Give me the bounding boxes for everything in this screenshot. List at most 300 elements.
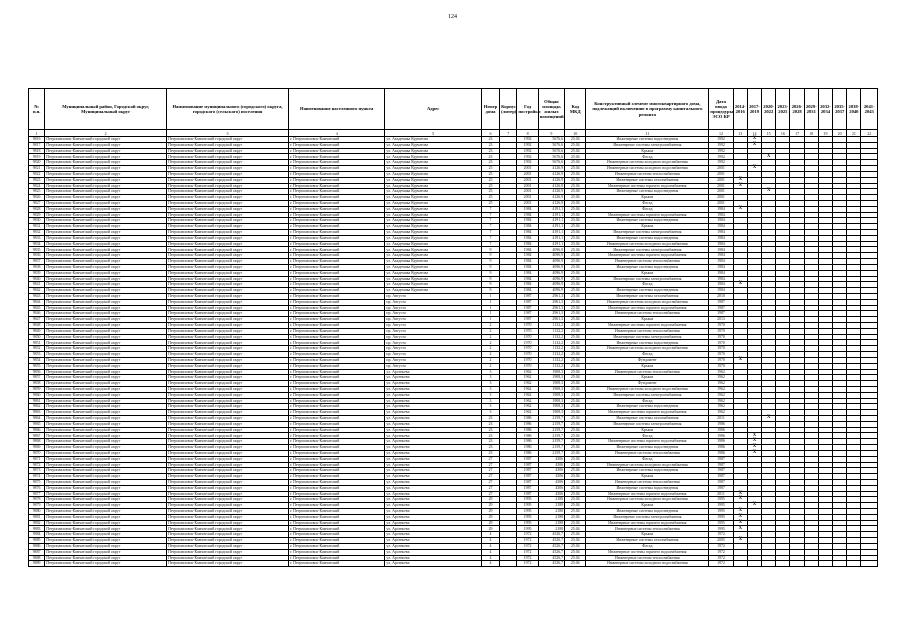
house-number-cell: 29 bbox=[481, 526, 499, 532]
element-cell: Инженерные системы электроснабжения bbox=[586, 142, 709, 148]
house-number-cell: 23 bbox=[481, 148, 499, 154]
column-number: 22 bbox=[861, 130, 878, 137]
municipality-cell: Петропавловск-Камчатский городской округ bbox=[167, 520, 289, 526]
date-cell: 2005 bbox=[709, 538, 733, 544]
element-cell: Инженерные системы теплоснабжения bbox=[586, 328, 709, 334]
column-number: 9 bbox=[538, 130, 564, 137]
municipality-cell: Петропавловск-Камчатский городской округ bbox=[167, 293, 289, 299]
build-year-cell: 2001 bbox=[517, 189, 538, 195]
date-cell: 1972 bbox=[709, 543, 733, 549]
date-cell: 2001 bbox=[709, 171, 733, 177]
build-year-cell: 1962 bbox=[517, 375, 538, 381]
address-cell: ул. Арсеньева bbox=[385, 427, 481, 433]
address-cell: пр. Августа bbox=[385, 323, 481, 329]
period-cell bbox=[762, 561, 776, 567]
address-cell: ул. Академика Курчатова bbox=[385, 200, 481, 206]
date-cell: 1987 bbox=[709, 474, 733, 480]
row-number-cell: 9860 bbox=[29, 392, 45, 398]
build-year-cell: 1986 bbox=[517, 439, 538, 445]
build-year-cell: 1984 bbox=[517, 230, 538, 236]
address-cell: ул. Академика Курчатова bbox=[385, 177, 481, 183]
house-number-cell: 3 bbox=[481, 392, 499, 398]
municipality-cell: Петропавловск-Камчатский городской округ bbox=[167, 323, 289, 329]
municipality-cell: Петропавловск-Камчатский городской округ bbox=[167, 555, 289, 561]
district-cell: Петропавловск-Камчатский городской округ bbox=[45, 224, 167, 230]
period-cell: X bbox=[733, 282, 747, 288]
element-cell: Инженерные системы электроснабжения bbox=[586, 230, 709, 236]
date-cell: 2001 bbox=[709, 200, 733, 206]
area-cell: 4306 bbox=[538, 468, 564, 474]
code-cell: 25.04 bbox=[565, 305, 586, 311]
area-cell: 1132,2 bbox=[538, 328, 564, 334]
district-cell: Петропавловск-Камчатский городской округ bbox=[45, 479, 167, 485]
locality-cell: г. Петропавловск-Камчатский bbox=[288, 247, 384, 253]
date-cell: 1970 bbox=[709, 334, 733, 340]
house-number-cell: 9 bbox=[481, 247, 499, 253]
period-cell: X bbox=[747, 450, 761, 456]
municipality-cell: Петропавловск-Камчатский городской округ bbox=[167, 183, 289, 189]
district-cell: Петропавловск-Камчатский городской округ bbox=[45, 212, 167, 218]
code-cell: 25.04 bbox=[565, 282, 586, 288]
house-number-cell: 29 bbox=[481, 520, 499, 526]
date-cell: 1962 bbox=[709, 392, 733, 398]
element-cell: Инженерные системы водоотведения bbox=[586, 189, 709, 195]
column-header: 2029-2031 bbox=[804, 89, 818, 130]
build-year-cell: 1987 bbox=[517, 317, 538, 323]
column-number: 17 bbox=[790, 130, 804, 137]
date-cell: 1987 bbox=[709, 299, 733, 305]
code-cell: 25.04 bbox=[565, 253, 586, 259]
district-cell: Петропавловск-Камчатский городской округ bbox=[45, 386, 167, 392]
date-cell: 1995 bbox=[709, 497, 733, 503]
element-cell: Инженерные системы электроснабжения bbox=[586, 514, 709, 520]
house-number-cell: 27 bbox=[481, 474, 499, 480]
house-number-cell: 2 bbox=[481, 323, 499, 329]
date-cell: 2011 bbox=[709, 491, 733, 497]
municipality-cell: Петропавловск-Камчатский городской округ bbox=[167, 253, 289, 259]
municipality-cell: Петропавловск-Камчатский городской округ bbox=[167, 543, 289, 549]
area-cell: 2159,7 bbox=[538, 427, 564, 433]
code-cell: 25.04 bbox=[565, 177, 586, 183]
code-cell: 25.04 bbox=[565, 224, 586, 230]
element-cell: Инженерные системы теплоснабжения bbox=[586, 311, 709, 317]
build-year-cell: 1972 bbox=[517, 549, 538, 555]
locality-cell: г. Петропавловск-Камчатский bbox=[288, 282, 384, 288]
locality-cell: г. Петропавловск-Камчатский bbox=[288, 142, 384, 148]
row-number-cell: 9870 bbox=[29, 450, 45, 456]
code-cell: 25.04 bbox=[565, 357, 586, 363]
capital-repair-table-sheet bbox=[28, 88, 878, 567]
address-cell: ул. Академика Курчатова bbox=[385, 206, 481, 212]
code-cell: 25.04 bbox=[565, 462, 586, 468]
element-cell: Инженерные системы горячего водоснабжения bbox=[586, 491, 709, 497]
element-cell: Инженерные системы электроснабжения bbox=[586, 247, 709, 253]
house-number-cell: 27 bbox=[481, 485, 499, 491]
date-cell: 1986 bbox=[709, 439, 733, 445]
house-number-cell: 25 bbox=[481, 183, 499, 189]
house-number-cell: 7 bbox=[481, 241, 499, 247]
address-cell: пр. Августа bbox=[385, 299, 481, 305]
locality-cell: г. Петропавловск-Камчатский bbox=[288, 479, 384, 485]
address-cell: ул. Арсеньева bbox=[385, 532, 481, 538]
date-cell: 1970 bbox=[709, 346, 733, 352]
code-cell: 25.04 bbox=[565, 142, 586, 148]
column-header: Корпус (литер) bbox=[500, 89, 517, 130]
locality-cell: г. Петропавловск-Камчатский bbox=[288, 503, 384, 509]
address-cell: ул. Арсеньева bbox=[385, 503, 481, 509]
code-cell: 25.04 bbox=[565, 386, 586, 392]
house-number-cell: 4 bbox=[481, 543, 499, 549]
house-number-cell: 23 bbox=[481, 421, 499, 427]
locality-cell: г. Петропавловск-Камчатский bbox=[288, 177, 384, 183]
row-number-cell: 9827 bbox=[29, 200, 45, 206]
address-cell: ул. Академика Курчатова bbox=[385, 195, 481, 201]
code-cell: 25.04 bbox=[565, 369, 586, 375]
column-header: 2035-2037 bbox=[833, 89, 847, 130]
area-cell: 4191,1 bbox=[538, 212, 564, 218]
house-number-cell: 4 bbox=[481, 549, 499, 555]
municipality-cell: Петропавловск-Камчатский городской округ bbox=[167, 171, 289, 177]
row-number-cell: 9861 bbox=[29, 398, 45, 404]
house-number-cell: 9 bbox=[481, 253, 499, 259]
house-number-cell: 29 bbox=[481, 503, 499, 509]
municipality-cell: Петропавловск-Камчатский городской округ bbox=[167, 357, 289, 363]
address-cell: ул. Арсеньева bbox=[385, 375, 481, 381]
address-cell: пр. Августа bbox=[385, 328, 481, 334]
municipality-cell: Петропавловск-Камчатский городской округ bbox=[167, 433, 289, 439]
district-cell: Петропавловск-Камчатский городской округ bbox=[45, 137, 167, 143]
column-number: 5 bbox=[385, 130, 481, 137]
build-year-cell: 1962 bbox=[517, 392, 538, 398]
date-cell: 2001 bbox=[709, 183, 733, 189]
date-cell: 1995 bbox=[709, 503, 733, 509]
district-cell: Петропавловск-Камчатский городской округ bbox=[45, 154, 167, 160]
district-cell: Петропавловск-Камчатский городской округ bbox=[45, 253, 167, 259]
row-number-cell: 9817 bbox=[29, 142, 45, 148]
build-year-cell: 1962 bbox=[517, 369, 538, 375]
locality-cell: г. Петропавловск-Камчатский bbox=[288, 392, 384, 398]
district-cell: Петропавловск-Камчатский городской округ bbox=[45, 503, 167, 509]
element-cell: Инженерные системы холодного водоснабжения bbox=[586, 346, 709, 352]
district-cell: Петропавловск-Камчатский городской округ bbox=[45, 259, 167, 265]
locality-cell: г. Петропавловск-Камчатский bbox=[288, 433, 384, 439]
district-cell: Петропавловск-Камчатский городской округ bbox=[45, 462, 167, 468]
locality-cell: г. Петропавловск-Камчатский bbox=[288, 398, 384, 404]
municipality-cell: Петропавловск-Камчатский городской округ bbox=[167, 288, 289, 294]
code-cell: 25.04 bbox=[565, 491, 586, 497]
build-year-cell: 1995 bbox=[517, 503, 538, 509]
element-cell: Фасад bbox=[586, 456, 709, 462]
area-cell: 4526,7 bbox=[538, 549, 564, 555]
locality-cell: г. Петропавловск-Камчатский bbox=[288, 555, 384, 561]
row-number-cell: 9837 bbox=[29, 259, 45, 265]
house-number-cell: 23 bbox=[481, 439, 499, 445]
build-year-cell: 2001 bbox=[517, 166, 538, 172]
row-number-cell: 9847 bbox=[29, 317, 45, 323]
date-cell: 1970 bbox=[709, 363, 733, 369]
area-cell: 2159,7 bbox=[538, 421, 564, 427]
address-cell: ул. Академика Курчатова bbox=[385, 247, 481, 253]
locality-cell: г. Петропавловск-Камчатский bbox=[288, 485, 384, 491]
locality-cell: г. Петропавловск-Камчатский bbox=[288, 357, 384, 363]
date-cell: 2001 bbox=[709, 195, 733, 201]
area-cell: 4191,1 bbox=[538, 218, 564, 224]
code-cell: 25.04 bbox=[565, 549, 586, 555]
row-number-cell: 9885 bbox=[29, 538, 45, 544]
row-number-cell: 9838 bbox=[29, 264, 45, 270]
code-cell: 25.04 bbox=[565, 189, 586, 195]
period-cell: X bbox=[762, 416, 776, 422]
code-cell: 25.04 bbox=[565, 235, 586, 241]
element-cell: Инженерные системы горячего водоснабжения bbox=[586, 439, 709, 445]
build-year-cell: 1970 bbox=[517, 357, 538, 363]
address-cell: пр. Августа bbox=[385, 334, 481, 340]
locality-cell: г. Петропавловск-Камчатский bbox=[288, 259, 384, 265]
house-number-cell: 25 bbox=[481, 200, 499, 206]
area-cell: 1908,3 bbox=[538, 375, 564, 381]
district-cell: Петропавловск-Камчатский городской округ bbox=[45, 363, 167, 369]
municipality-cell: Петропавловск-Камчатский городской округ bbox=[167, 206, 289, 212]
municipality-cell: Петропавловск-Камчатский городской округ bbox=[167, 334, 289, 340]
house-number-cell: 23 bbox=[481, 445, 499, 451]
code-cell: 25.04 bbox=[565, 526, 586, 532]
district-cell: Петропавловск-Камчатский городской округ bbox=[45, 468, 167, 474]
municipality-cell: Петропавловск-Камчатский городской округ bbox=[167, 427, 289, 433]
column-number: 21 bbox=[847, 130, 861, 137]
element-cell: Крыша bbox=[586, 195, 709, 201]
district-cell: Петропавловск-Камчатский городской округ bbox=[45, 282, 167, 288]
column-number: 3 bbox=[167, 130, 289, 137]
element-cell: Инженерные системы теплоснабжения bbox=[586, 526, 709, 532]
municipality-cell: Петропавловск-Камчатский городской округ bbox=[167, 503, 289, 509]
area-cell: 4126,9 bbox=[538, 195, 564, 201]
house-number-cell: 29 bbox=[481, 509, 499, 515]
municipality-cell: Петропавловск-Камчатский городской округ bbox=[167, 328, 289, 334]
date-cell: 1984 bbox=[709, 253, 733, 259]
locality-cell: г. Петропавловск-Камчатский bbox=[288, 166, 384, 172]
column-header: Наименование муниципального (городского) округа, городского (сельского) поселения bbox=[167, 89, 289, 130]
code-cell: 25.04 bbox=[565, 479, 586, 485]
code-cell: 25.04 bbox=[565, 538, 586, 544]
area-cell: 5676,6 bbox=[538, 160, 564, 166]
code-cell: 25.04 bbox=[565, 264, 586, 270]
column-number: 14 bbox=[747, 130, 761, 137]
column-header: 2041-2043 bbox=[861, 89, 878, 130]
code-cell: 25.04 bbox=[565, 503, 586, 509]
locality-cell: г. Петропавловск-Камчатский bbox=[288, 241, 384, 247]
house-number-cell: 27 bbox=[481, 456, 499, 462]
code-cell: 25.04 bbox=[565, 200, 586, 206]
municipality-cell: Петропавловск-Камчатский городской округ bbox=[167, 177, 289, 183]
element-cell: Инженерные системы холодного водоснабжения bbox=[586, 166, 709, 172]
municipality-cell: Петропавловск-Камчатский городской округ bbox=[167, 421, 289, 427]
district-cell: Петропавловск-Камчатский городской округ bbox=[45, 369, 167, 375]
house-number-cell: 7 bbox=[481, 218, 499, 224]
date-cell: 1962 bbox=[709, 381, 733, 387]
code-cell: 25.04 bbox=[565, 485, 586, 491]
locality-cell: г. Петропавловск-Камчатский bbox=[288, 532, 384, 538]
area-cell: 1908,3 bbox=[538, 398, 564, 404]
area-cell: 2961,3 bbox=[538, 293, 564, 299]
area-cell: 1908,3 bbox=[538, 386, 564, 392]
address-cell: ул. Арсеньева bbox=[385, 462, 481, 468]
municipality-cell: Петропавловск-Камчатский городской округ bbox=[167, 299, 289, 305]
element-cell: Инженерные системы холодного водоснабжения bbox=[586, 386, 709, 392]
code-cell: 25.04 bbox=[565, 404, 586, 410]
code-cell: 25.04 bbox=[565, 218, 586, 224]
area-cell: 1132,2 bbox=[538, 334, 564, 340]
district-cell: Петропавловск-Камчатский городской округ bbox=[45, 491, 167, 497]
build-year-cell: 1984 bbox=[517, 288, 538, 294]
build-year-cell: 1984 bbox=[517, 276, 538, 282]
locality-cell: г. Петропавловск-Камчатский bbox=[288, 270, 384, 276]
date-cell: 2013 bbox=[709, 317, 733, 323]
date-cell: 1995 bbox=[709, 514, 733, 520]
code-cell: 25.04 bbox=[565, 468, 586, 474]
element-cell: Крыша bbox=[586, 363, 709, 369]
address-cell: ул. Арсеньева bbox=[385, 410, 481, 416]
row-number-cell: 9855 bbox=[29, 363, 45, 369]
house-number-cell: 23 bbox=[481, 154, 499, 160]
address-cell: ул. Арсеньева bbox=[385, 509, 481, 515]
build-year-cell: 1972 bbox=[517, 532, 538, 538]
build-year-cell: 2001 bbox=[517, 200, 538, 206]
row-number-cell: 9874 bbox=[29, 474, 45, 480]
build-year-cell: 2001 bbox=[517, 177, 538, 183]
row-number-cell: 9879 bbox=[29, 503, 45, 509]
row-number-cell: 9833 bbox=[29, 235, 45, 241]
element-cell: Инженерные системы холодного водоснабжения bbox=[586, 462, 709, 468]
address-cell: ул. Арсеньева bbox=[385, 392, 481, 398]
column-number: 1 bbox=[29, 130, 45, 137]
period-cell bbox=[804, 561, 818, 567]
district-cell: Петропавловск-Камчатский городской округ bbox=[45, 148, 167, 154]
build-year-cell: 1995 bbox=[517, 497, 538, 503]
code-cell: 25.04 bbox=[565, 317, 586, 323]
district-cell: Петропавловск-Камчатский городской округ bbox=[45, 346, 167, 352]
area-cell: 1132,2 bbox=[538, 323, 564, 329]
row-number-cell: 9849 bbox=[29, 328, 45, 334]
municipality-cell: Петропавловск-Камчатский городской округ bbox=[167, 363, 289, 369]
municipality-cell: Петропавловск-Камчатский городской округ bbox=[167, 509, 289, 515]
area-cell: 4191,1 bbox=[538, 206, 564, 212]
house-number-cell: 2 bbox=[481, 328, 499, 334]
address-cell: ул. Арсеньева bbox=[385, 450, 481, 456]
build-year-cell: 1962 bbox=[517, 386, 538, 392]
address-cell: ул. Арсеньева bbox=[385, 386, 481, 392]
area-cell: 4096,9 bbox=[538, 264, 564, 270]
code-cell: 25.04 bbox=[565, 410, 586, 416]
column-number: 16 bbox=[776, 130, 790, 137]
area-cell: 5676,6 bbox=[538, 148, 564, 154]
element-cell: Инженерные системы горячего водоснабжения bbox=[586, 253, 709, 259]
date-cell: 1984 bbox=[709, 212, 733, 218]
period-cell bbox=[861, 561, 878, 567]
district-cell: Петропавловск-Камчатский городской округ bbox=[45, 247, 167, 253]
locality-cell: г. Петропавловск-Камчатский bbox=[288, 218, 384, 224]
district-cell: Петропавловск-Камчатский городской округ bbox=[45, 317, 167, 323]
code-cell: 25.04 bbox=[565, 509, 586, 515]
area-cell: 4126,9 bbox=[538, 189, 564, 195]
house-number-cell: 2 bbox=[481, 346, 499, 352]
row-number-cell: 9862 bbox=[29, 404, 45, 410]
element-cell: Крыша bbox=[586, 317, 709, 323]
code-cell: 25.04 bbox=[565, 439, 586, 445]
district-cell: Петропавловск-Камчатский городской округ bbox=[45, 160, 167, 166]
address-cell: ул. Арсеньева bbox=[385, 433, 481, 439]
element-cell: Фасад bbox=[586, 200, 709, 206]
build-year-cell: 1987 bbox=[517, 479, 538, 485]
locality-cell: г. Петропавловск-Камчатский bbox=[288, 230, 384, 236]
area-cell: 1132,2 bbox=[538, 363, 564, 369]
element-cell: Фасад bbox=[586, 543, 709, 549]
build-year-cell: 1962 bbox=[517, 398, 538, 404]
build-year-cell: 1992 bbox=[517, 148, 538, 154]
address-cell: пр. Августа bbox=[385, 357, 481, 363]
house-number-cell: 23 bbox=[481, 427, 499, 433]
date-cell: 1962 bbox=[709, 398, 733, 404]
row-number-cell: 9825 bbox=[29, 189, 45, 195]
period-cell bbox=[733, 561, 747, 567]
area-cell: 1908,3 bbox=[538, 404, 564, 410]
municipality-cell: Петропавловск-Камчатский городской округ bbox=[167, 497, 289, 503]
locality-cell: г. Петропавловск-Камчатский bbox=[288, 404, 384, 410]
row-number-cell: 9878 bbox=[29, 497, 45, 503]
row-number-cell: 9883 bbox=[29, 526, 45, 532]
element-cell: Инженерные системы газоснабжения bbox=[586, 538, 709, 544]
municipality-cell: Петропавловск-Камчатский городской округ bbox=[167, 276, 289, 282]
code-cell: 25.04 bbox=[565, 270, 586, 276]
row-number-cell: 9844 bbox=[29, 299, 45, 305]
row-number-cell: 9839 bbox=[29, 270, 45, 276]
column-header: Наименование населенного пункта bbox=[288, 89, 384, 130]
address-cell: ул. Арсеньева bbox=[385, 456, 481, 462]
locality-cell: г. Петропавловск-Камчатский bbox=[288, 212, 384, 218]
address-cell: ул. Арсеньева bbox=[385, 381, 481, 387]
district-cell: Петропавловск-Камчатский городской округ bbox=[45, 352, 167, 358]
code-cell: 25.04 bbox=[565, 276, 586, 282]
municipality-cell: Петропавловск-Камчатский городской округ bbox=[167, 282, 289, 288]
municipality-cell: Петропавловск-Камчатский городской округ bbox=[167, 264, 289, 270]
district-cell: Петропавловск-Камчатский городской округ bbox=[45, 538, 167, 544]
municipality-cell: Петропавловск-Камчатский городской округ bbox=[167, 305, 289, 311]
district-cell: Петропавловск-Камчатский городской округ bbox=[45, 398, 167, 404]
municipality-cell: Петропавловск-Камчатский городской округ bbox=[167, 154, 289, 160]
row-number-cell: 9836 bbox=[29, 253, 45, 259]
municipality-cell: Петропавловск-Камчатский городской округ bbox=[167, 439, 289, 445]
house-number-cell: 2 bbox=[481, 357, 499, 363]
element-cell: Инженерные системы горячего водоснабжения bbox=[586, 520, 709, 526]
locality-cell: г. Петропавловск-Камчатский bbox=[288, 491, 384, 497]
row-number-cell: 9858 bbox=[29, 381, 45, 387]
locality-cell: г. Петропавловск-Камчатский bbox=[288, 317, 384, 323]
code-cell: 25.04 bbox=[565, 381, 586, 387]
date-cell: 1984 bbox=[709, 247, 733, 253]
code-cell: 25.04 bbox=[565, 323, 586, 329]
code-cell: 25.04 bbox=[565, 137, 586, 143]
district-cell: Петропавловск-Камчатский городской округ bbox=[45, 543, 167, 549]
row-number-cell: 9873 bbox=[29, 468, 45, 474]
column-header: Код МКД bbox=[565, 89, 586, 130]
period-cell: X bbox=[733, 526, 747, 532]
area-cell: 2961,3 bbox=[538, 311, 564, 317]
municipality-cell: Петропавловск-Камчатский городской округ bbox=[167, 148, 289, 154]
municipality-cell: Петропавловск-Камчатский городской округ bbox=[167, 224, 289, 230]
municipality-cell: Петропавловск-Камчатский городской округ bbox=[167, 352, 289, 358]
date-cell: 1987 bbox=[709, 468, 733, 474]
district-cell: Петропавловск-Камчатский городской округ bbox=[45, 532, 167, 538]
locality-cell: г. Петропавловск-Камчатский bbox=[288, 276, 384, 282]
